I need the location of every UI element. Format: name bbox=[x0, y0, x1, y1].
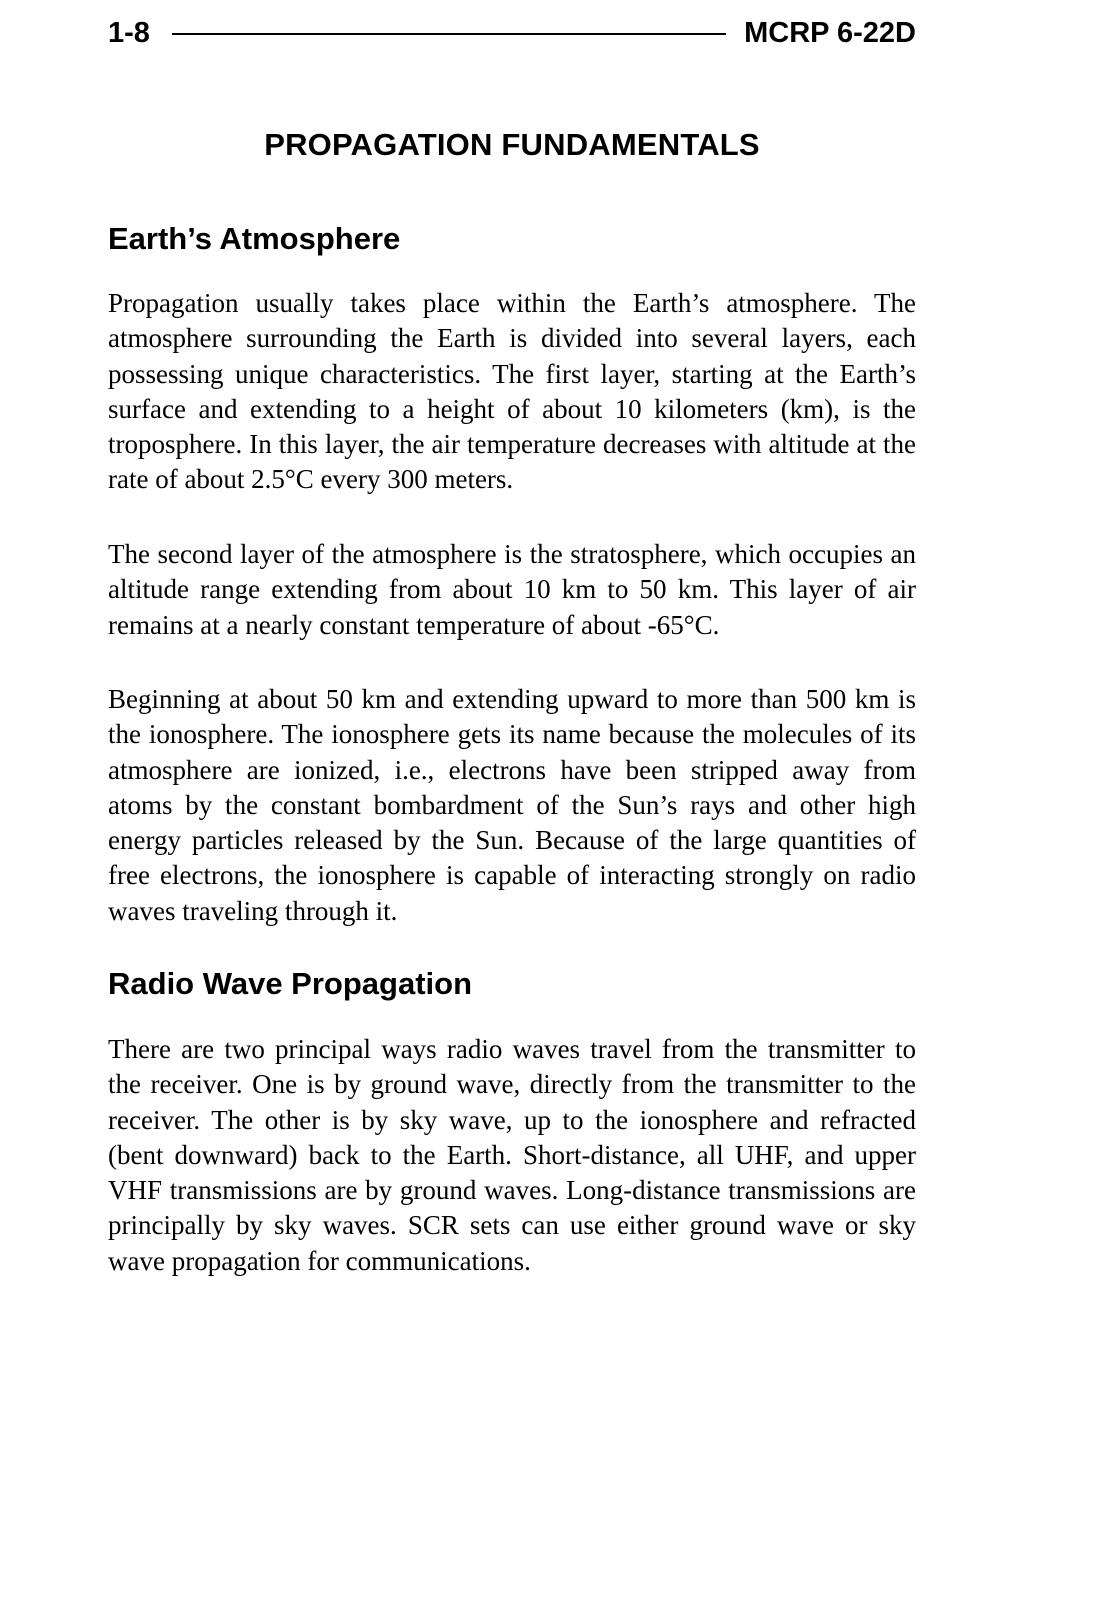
page-number: 1-8 bbox=[108, 16, 150, 49]
paragraph-ionosphere: Beginning at about 50 km and extending upward to more than 500 km is the ionosphere. The ionosphere gets its name because the molecules of its atmosphere are ionized, i.e., electrons have been stripped away from atoms by the constant bombardment of the Sun’s rays and other high energy particles released by the Sun. Because of the large quantities of free electrons, the ionosphere is capable of interacting strongly on radio waves traveling through it. bbox=[108, 684, 916, 926]
paragraph-atmosphere-layers: Propagation usually takes place within the Earth’s atmosphere. The atmosphere surrounding the Earth is divided into several layers, each possessing unique characteristics. The first layer, starting at the Earth’s surface and extending to a height of about 10 kilometers (km), is the troposphere. In this layer, the air temperature decreases with altitude at the rate of about 2.5°C every 300 meters. bbox=[108, 288, 916, 495]
running-header bbox=[108, 15, 916, 51]
section-heading-radio-wave-propagation: Radio Wave Propagation bbox=[108, 966, 473, 1001]
paragraph-ground-and-sky-waves: There are two principal ways radio waves travel from the transmitter to the receiver. One is by ground wave, directly from the transmitter to the receiver. The other is by sky wave, up to the ionosphere and refracted (bent downward) back to the Earth. Short-distance, all UHF, and upper VHF transmissions are by ground waves. Long-distance transmissions are principally by sky waves. SCR sets can use either ground wave or sky wave propagation for communications. bbox=[108, 1034, 916, 1276]
chapter-title: PROPAGATION FUNDAMENTALS bbox=[264, 127, 760, 162]
paragraph-stratosphere: The second layer of the atmosphere is the stratosphere, which occupies an altitude range extending from about 10 km to 50 km. This layer of air remains at a nearly constant temperature of about -65°C. bbox=[108, 539, 916, 640]
publication-id: MCRP 6-22D bbox=[744, 16, 916, 49]
header-rule bbox=[172, 33, 726, 35]
section-heading-earths-atmosphere: Earth’s Atmosphere bbox=[108, 221, 401, 256]
